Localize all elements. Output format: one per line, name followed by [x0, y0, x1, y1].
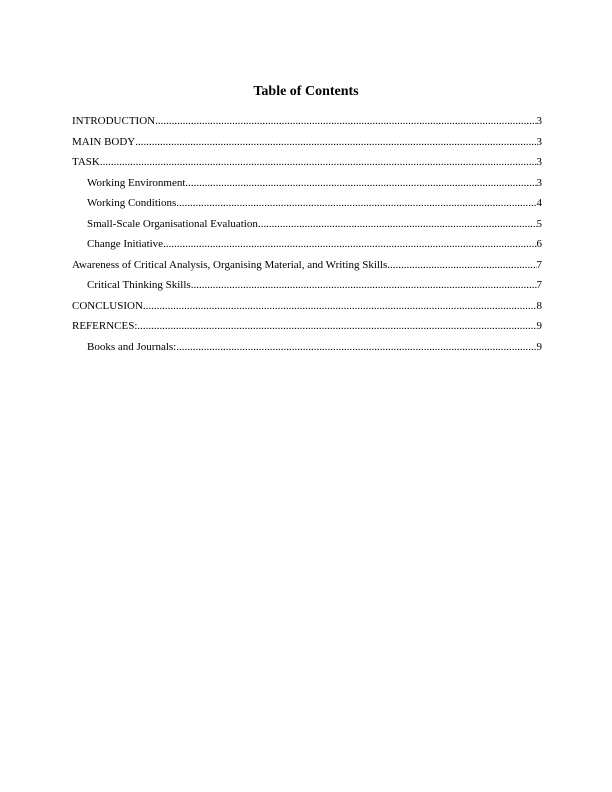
toc-entry-references[interactable] [72, 319, 542, 340]
toc-entry-critical-thinking[interactable] [72, 278, 542, 299]
toc-entry-conclusion[interactable] [72, 299, 542, 320]
toc-entry-organisational-evaluation[interactable] [72, 217, 542, 238]
toc-entry-page: 6 [536, 238, 542, 250]
toc-entry-page: 3 [536, 176, 542, 189]
toc-dot-leader [155, 114, 536, 128]
toc-entry-main-body[interactable] [72, 135, 542, 156]
toc-dot-leader [185, 176, 536, 190]
toc-entry-label: Change Initiative [87, 238, 164, 250]
toc-entry-label: TASK [72, 156, 100, 168]
toc-entry-label: Working Conditions [87, 197, 177, 209]
toc-entry-label: REFERNCES: [72, 320, 138, 332]
toc-dot-leader [191, 278, 537, 292]
toc-entry-working-environment[interactable] [72, 176, 542, 197]
toc-entry-page: 3 [536, 115, 542, 127]
toc-dot-leader [135, 135, 536, 149]
toc-dot-leader [387, 258, 536, 272]
toc-entry-page: 8 [536, 299, 542, 312]
toc-entry-task[interactable] [72, 155, 542, 176]
toc-dot-leader [163, 237, 536, 251]
toc-entry-label: Small-Scale Organisational Evaluation [87, 217, 258, 230]
toc-dot-leader [137, 319, 536, 333]
toc-entry-page: 9 [536, 340, 542, 353]
toc-entry-awareness[interactable] [72, 258, 542, 279]
toc-entry-introduction[interactable] [72, 114, 542, 135]
toc-dot-leader [100, 155, 537, 169]
toc-dot-leader [143, 299, 537, 313]
toc-list [72, 114, 542, 360]
toc-title: Table of Contents [253, 84, 359, 99]
toc-entry-label: Working Environment [87, 176, 186, 189]
toc-entry-books-journals[interactable] [72, 340, 542, 361]
toc-entry-page: 7 [536, 279, 542, 291]
toc-dot-leader [258, 217, 537, 231]
toc-entry-page: 5 [536, 217, 542, 230]
toc-entry-page: 4 [536, 197, 542, 209]
toc-entry-label: Books and Journals: [87, 340, 177, 353]
toc-dot-leader [176, 340, 536, 354]
toc-entry-page: 7 [536, 258, 542, 271]
toc-entry-label: CONCLUSION [72, 299, 143, 312]
toc-entry-page: 3 [536, 156, 542, 168]
toc-entry-page: 9 [536, 320, 542, 332]
toc-entry-label: MAIN BODY [72, 135, 136, 148]
toc-entry-label: INTRODUCTION [72, 115, 156, 127]
toc-entry-page: 3 [536, 135, 542, 148]
toc-entry-working-conditions[interactable] [72, 196, 542, 217]
toc-dot-leader [176, 196, 536, 210]
toc-entry-label: Awareness of Critical Analysis, Organising Material, and Writing Skills [72, 258, 388, 271]
toc-entry-change-initiative[interactable] [72, 237, 542, 258]
toc-entry-label: Critical Thinking Skills [87, 279, 191, 291]
